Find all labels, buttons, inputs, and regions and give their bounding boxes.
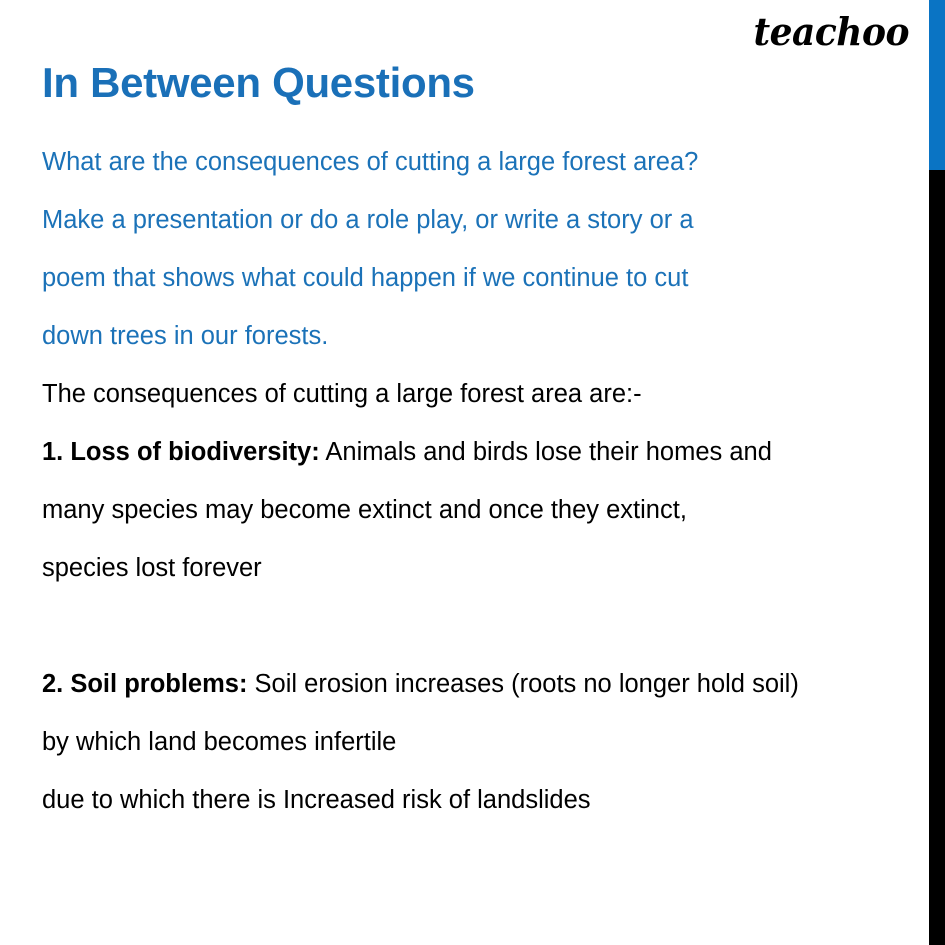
point-2-label: 2. Soil problems:	[42, 670, 248, 698]
point-1-label: 1. Loss of biodiversity:	[42, 438, 320, 466]
content-body	[42, 133, 912, 829]
point-1-line-3: species lost forever	[42, 554, 262, 582]
right-edge-blue-bar	[929, 0, 945, 170]
question-line-2: Make a presentation or do a role play, or write a story or a	[42, 206, 694, 234]
right-edge-black-bar	[929, 170, 945, 945]
point-1-text: Animals and birds lose their homes and	[319, 438, 772, 466]
page-title: In Between Questions	[42, 59, 475, 106]
question-line-1: What are the consequences of cutting a large forest area?	[42, 148, 699, 176]
point-2-text: Soil erosion increases (roots no longer hold soil)	[247, 670, 799, 698]
question-line-3: poem that shows what could happen if we continue to cut	[42, 264, 689, 292]
teachoo-logo: teachoo	[753, 9, 909, 55]
point-2-line-1	[42, 655, 912, 713]
point-1-line-2: many species may become extinct and once they extinct,	[42, 496, 687, 524]
section-spacer	[42, 597, 912, 655]
answer-intro: The consequences of cutting a large forest area are:-	[42, 380, 642, 408]
point-2-line-2: by which land becomes infertile	[42, 728, 397, 756]
question-line-4: down trees in our forests.	[42, 322, 329, 350]
point-1-line-1	[42, 423, 912, 481]
point-2-line-3: due to which there is Increased risk of landslides	[42, 786, 591, 814]
